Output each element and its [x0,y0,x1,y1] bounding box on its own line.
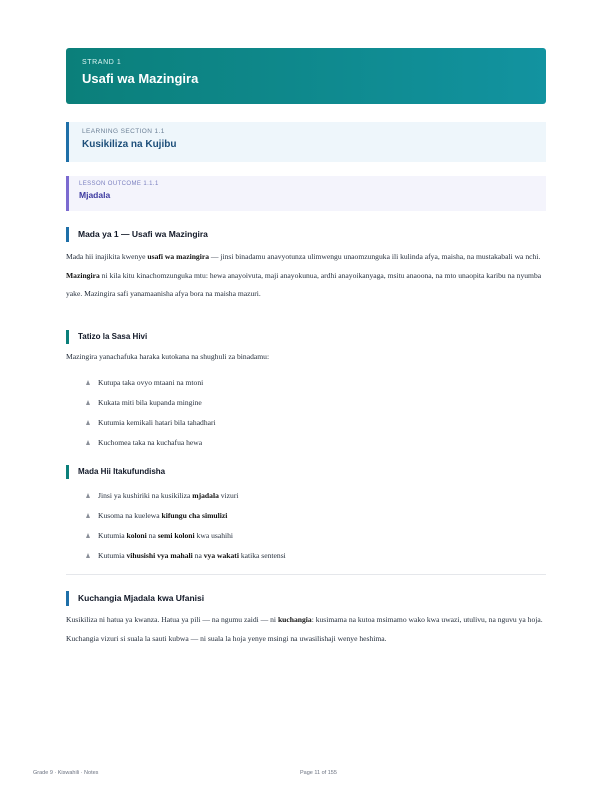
strand-label: STRAND 1 [82,59,122,66]
bold-text: kuchangia [277,615,312,624]
text: : kusimama na kutoa msimamo wako kwa uwazi, utulivu, na nguvu ya hoja. [311,615,543,624]
teaches-heading: Mada Hii Itakufundisha [66,465,546,479]
text: ni kila kitu kinachomzunguka mtu: hewa anayoivuta, maji anayokunua, ardhi anayoikanyaga, msitu anaoona, na mto unaopita karibu na nyumba yake. Mazingira safi yanamaanisha afya bora na maisha mazuri. [66,270,542,298]
text: kwa usahihi [194,531,234,540]
outcome-title: Mjadala [79,190,111,200]
bold-text: mjadala [192,491,219,500]
strand-banner [66,48,546,104]
contribute-heading: Kuchangia Mjadala kwa Ufanisi [66,591,546,606]
strand-title: Usafi wa Mazingira [82,71,199,86]
section-divider [66,574,546,575]
triangle-bullet-icon [86,440,90,445]
lesson-outcome-box [66,176,546,211]
list-item [86,526,526,546]
triangle-bullet-icon [86,553,90,558]
bold-text: koloni [126,531,147,540]
list-item [86,393,526,413]
text: katika sentensi [238,551,286,560]
text: Kusoma na kuelewa [98,511,162,520]
list-item [86,413,526,433]
list-item-text: Kutumia kemikali hatari bila tahadhari [98,418,216,427]
text: na [146,531,158,540]
text: Jinsi ya kushiriki na kusikiliza [98,491,193,500]
section-title: Kusikiliza na Kujibu [82,139,177,150]
triangle-bullet-icon [86,533,90,538]
learning-section-box [66,122,546,162]
list-item [86,486,526,506]
text: — jinsi binadamu anavyotunza ulimwengu unaomzunguka ili kulinda afya, maisha, na mustakabali wa nchi. [209,252,541,261]
text: Kutumia [98,531,127,540]
triangle-bullet-icon [86,380,90,385]
text: Kutumia [98,551,127,560]
bold-text: kifungu cha simulizi [161,511,228,520]
list-item [86,546,526,566]
contribute-paragraph [66,611,546,648]
topic-heading: Mada ya 1 — Usafi wa Mazingira [66,227,546,242]
bold-text: vya wakati [203,551,239,560]
outcome-label: LESSON OUTCOME 1.1.1 [79,181,159,187]
bold-text: vihusishi vya mahali [126,551,193,560]
section-label: LEARNING SECTION 1.1 [82,128,165,135]
list-item [86,373,526,393]
triangle-bullet-icon [86,420,90,425]
triangle-bullet-icon [86,513,90,518]
current-problem-heading: Tatizo la Sasa Hivi [66,330,546,344]
bold-text: Mazingira [66,270,100,280]
text: Kuchangia vizuri si suala la sauti kubwa — ni suala la hoja yenye msingi na uwasilishaji wenye heshima. [66,633,387,643]
list-item [86,433,526,453]
text: na [192,551,204,560]
text: Mada hii inajikita kwenye [66,252,148,261]
text: vizuri [218,491,239,500]
text: Kusikiliza ni hatua ya kwanza. Hatua ya pili — na ngumu zaidi — ni [66,615,278,624]
list-item-text: Kuchomea taka na kuchafua hewa [98,438,203,447]
current-problem-list [86,373,526,453]
footer-page-number: Page 11 of 155 [300,770,337,776]
bold-text: usafi wa mazingira [147,252,209,261]
list-item-text: Kutupa taka ovyo mtaani na mtoni [98,378,204,387]
teaches-list [86,486,526,566]
list-item-text: Kukata miti bila kupanda mingine [98,398,202,407]
footer-left: Grade 9 · Kiswahili · Notes [33,770,99,776]
current-problem-intro: Mazingira yanachafuka haraka kutokana na shughuli za binadamu: [66,352,270,361]
triangle-bullet-icon [86,400,90,405]
triangle-bullet-icon [86,493,90,498]
topic-paragraph [66,248,546,304]
list-item [86,506,526,526]
bold-text: semi koloni [157,531,195,540]
